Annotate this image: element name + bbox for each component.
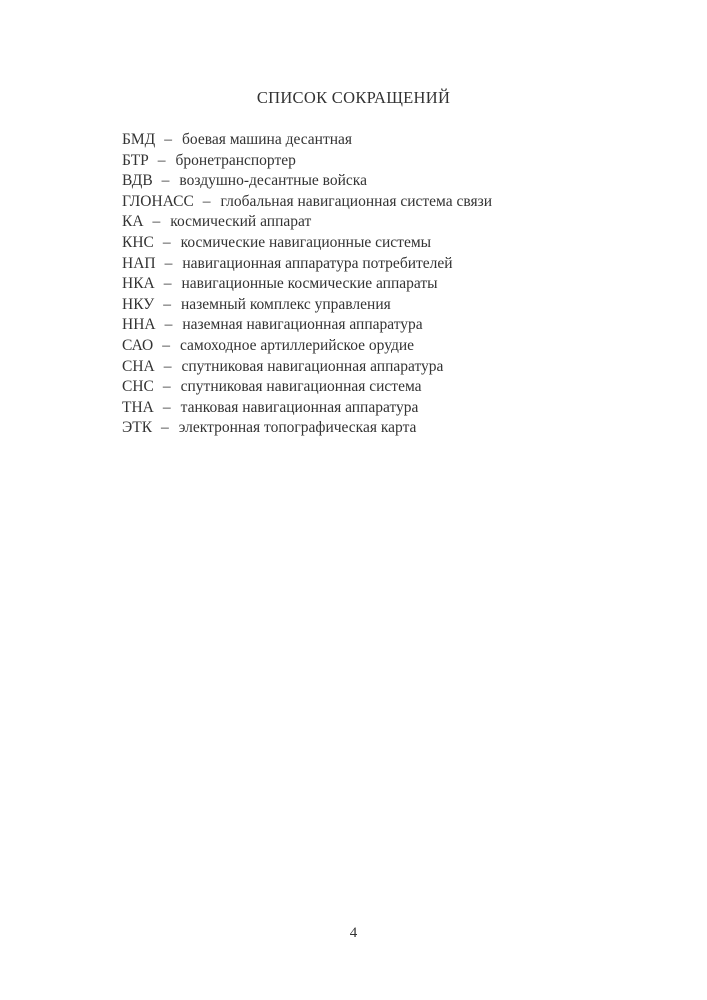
dash-separator: –	[164, 131, 173, 148]
abbreviation-term: СНА	[122, 357, 155, 375]
dash-separator: –	[163, 357, 172, 375]
abbreviation-row	[122, 295, 667, 316]
abbreviation-definition: спутниковая навигационная система	[180, 378, 422, 396]
dash-separator: –	[163, 295, 171, 313]
dash-separator: –	[152, 213, 161, 231]
dash-separator: –	[163, 275, 172, 293]
abbreviation-term: КА	[122, 213, 144, 231]
abbreviation-term: ННА	[122, 316, 156, 334]
abbreviation-term: СНС	[122, 378, 154, 396]
abbreviation-term: НАП	[122, 254, 156, 272]
abbreviation-row	[122, 233, 667, 254]
dash-separator: –	[157, 151, 166, 169]
page-title: СПИСОК СОКРАЩЕНИЙ	[256, 88, 451, 107]
abbreviation-row	[122, 130, 667, 151]
abbreviation-row	[122, 274, 667, 295]
dash-separator: –	[161, 172, 170, 190]
abbreviation-definition: космические навигационные системы	[180, 233, 432, 251]
abbreviation-definition: самоходное артиллерийское орудие	[179, 336, 415, 354]
abbreviation-row	[122, 377, 667, 398]
abbreviation-definition: наземная навигационная аппаратура	[182, 316, 423, 334]
abbreviation-definition: танковая навигационная аппаратура	[180, 398, 419, 416]
abbreviation-row	[122, 398, 667, 419]
abbreviation-term: БМД	[122, 131, 156, 148]
dash-separator: –	[161, 419, 169, 437]
dash-separator: –	[162, 233, 171, 251]
abbreviation-row	[122, 192, 667, 213]
abbreviation-term: БТР	[122, 151, 149, 169]
dash-separator: –	[164, 316, 173, 334]
abbreviation-row	[122, 418, 667, 439]
dash-separator: –	[162, 398, 171, 416]
dash-separator: –	[202, 192, 211, 210]
abbreviation-term: НКУ	[122, 295, 155, 313]
abbreviation-term: ГЛОНАСС	[122, 192, 194, 210]
abbreviation-row	[122, 336, 667, 357]
abbreviation-definition: космический аппарат	[170, 213, 312, 231]
abbreviation-definition: воздушно-десантные войска	[179, 172, 367, 190]
abbreviation-definition: боевая машина десантная	[182, 131, 353, 148]
abbreviation-term: КНС	[122, 233, 154, 251]
abbreviations-list	[122, 130, 667, 439]
abbreviation-row	[122, 254, 667, 275]
dash-separator: –	[164, 254, 173, 272]
abbreviation-row	[122, 171, 667, 192]
page-number: 4	[349, 925, 358, 941]
dash-separator: –	[162, 378, 171, 396]
abbreviation-row	[122, 212, 667, 233]
abbreviation-row	[122, 315, 667, 336]
abbreviation-term: НКА	[122, 275, 155, 293]
abbreviation-definition: навигационные космические аппараты	[181, 275, 438, 293]
abbreviation-definition: наземный комплекс управления	[180, 295, 391, 313]
abbreviation-term: САО	[122, 336, 154, 354]
abbreviation-row	[122, 151, 667, 172]
abbreviation-term: ЭТК	[122, 419, 153, 437]
abbreviation-definition: бронетранспортер	[175, 151, 296, 169]
abbreviation-term: ВДВ	[122, 172, 153, 190]
abbreviation-row	[122, 357, 667, 378]
abbreviation-definition: глобальная навигационная система связи	[220, 192, 493, 210]
abbreviation-definition: электронная топографическая карта	[178, 419, 417, 437]
abbreviation-definition: спутниковая навигационная аппаратура	[181, 357, 444, 375]
abbreviation-term: ТНА	[122, 398, 154, 416]
abbreviation-definition: навигационная аппаратура потребителей	[182, 254, 453, 272]
dash-separator: –	[162, 336, 170, 354]
